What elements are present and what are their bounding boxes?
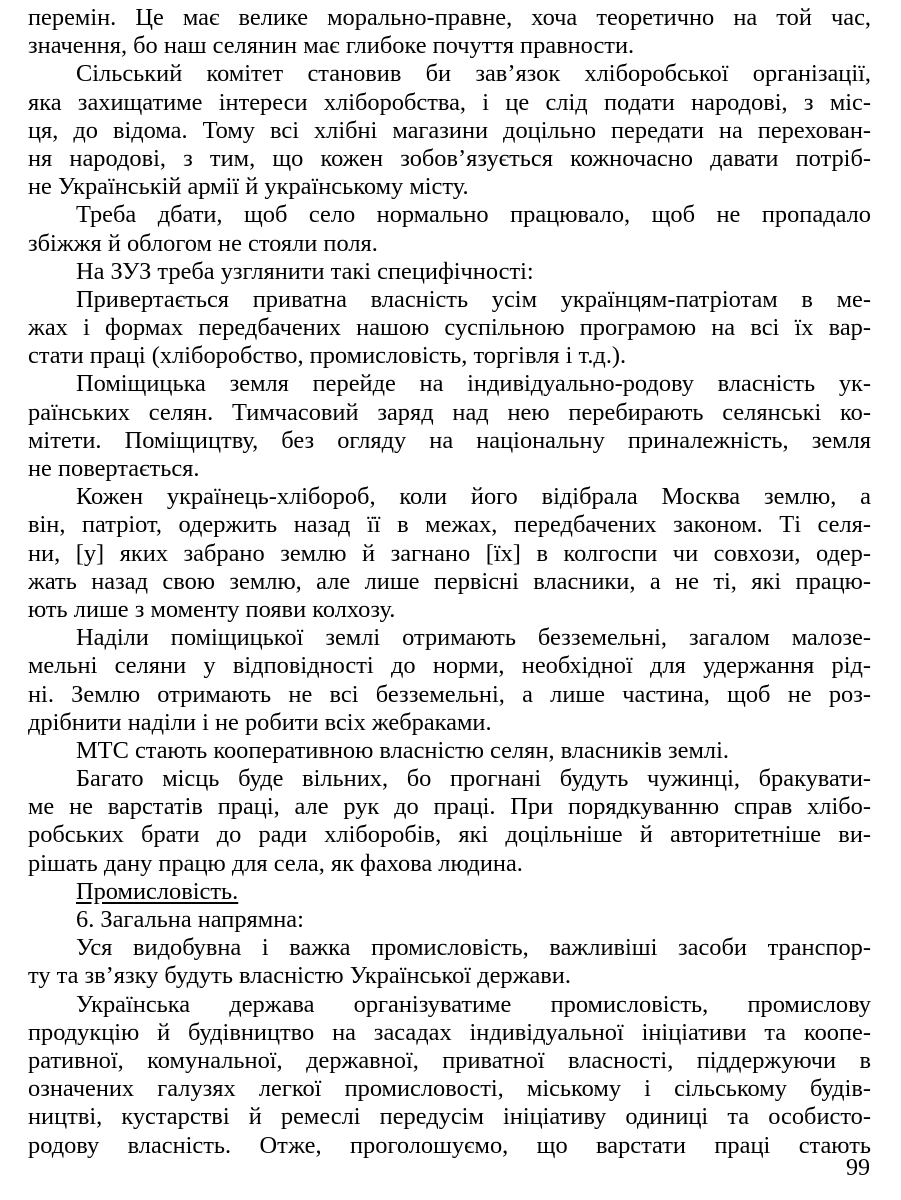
text-line: МТС стають кооперативною власністю селян, власників землі. [76, 736, 729, 764]
text-line: Поміщицька земля перейде на індивідуально-родову власність ук- [76, 370, 871, 398]
text-line: Багато місць буде вільних, бо прогнані будуть чужинці, бракувати- [76, 765, 871, 793]
text-line: стати праці (хліборобство, промисловість, торгівля і т.д.). [28, 342, 627, 370]
text-line: він, патріот, одержить назад її в межах, передбачених законом. Ті селя- [28, 511, 871, 539]
text-line: жать назад свою землю, але лише первісні власники, а не ті, які працю- [28, 567, 871, 595]
text-line: Сільський комітет становив би зав’язок хліборобської організації, [76, 60, 871, 88]
text-line: означених галузях легкої промисловості, міському і сільському будів- [28, 1075, 871, 1103]
text-line: На ЗУЗ треба узглянити такі специфічності: [76, 257, 534, 285]
text-line: Українська держава організуватиме промисловість, промислову [76, 990, 871, 1018]
text-line: Наділи поміщицької землі отримають безземельні, загалом малозе- [76, 624, 871, 652]
section-heading [28, 878, 871, 906]
text-line: ни, [у] яких забрано землю й загнано [їх] в колгоспи чи совхози, одер- [28, 539, 871, 567]
text-line: дрібнити наділи і не робити всіх жебраками. [28, 708, 492, 736]
text-line: Привертається приватна власність усім українцям-патріотам в ме- [76, 285, 871, 313]
text-line: значення, бо наш селянин має глибоке почуття правности. [28, 32, 635, 60]
text-line: мітети. Поміщицтву, без огляду на національну приналежність, земля [28, 426, 871, 454]
text-line: яка захищатиме інтереси хліборобства, і це слід подати народові, з міс- [28, 88, 871, 116]
text-line: ця, до відома. Тому всі хлібні магазини доцільно передати на перехован- [28, 116, 871, 144]
text-line: продукцію й будівництво на засадах індивідуальної ініціативи та коопе- [28, 1018, 871, 1046]
text-line: ють лише з моменту появи колхозу. [28, 595, 396, 623]
text-line: ме не варстатів праці, але рук до праці. При порядкуванню справ хлібо- [28, 793, 871, 821]
text-line: не повертається. [28, 455, 200, 482]
text-line: робських брати до ради хліборобів, які доцільніше й авторитетніше ви- [28, 821, 871, 849]
text-line: ту та зв’язку будуть власністю Української держави. [28, 962, 571, 990]
document-page [28, 4, 871, 1160]
text-line: ництві, кустарстві й ремеслі передусім ініціативу одиниці та особисто- [28, 1103, 871, 1131]
text-line: Треба дбати, щоб село нормально працювало, щоб не пропадало [76, 201, 871, 229]
text-line: родову власність. Отже, проголошуємо, що варстати праці стають [28, 1131, 871, 1159]
page-number: 99 [846, 1155, 870, 1181]
text-line: не Українській армії й українському місту. [28, 173, 469, 201]
text-line: рішать дану працю для села, як фахова людина. [28, 849, 523, 877]
text-line: перемін. Це має велике морально-правне, хоча теоретично на той час, [28, 4, 871, 31]
text-line: ні. Землю отримають не всі безземельні, а лише частина, щоб не роз- [28, 680, 871, 708]
text-line: мельні селяни у відповідності до норми, необхідної для удержання рід- [28, 652, 871, 680]
text-line: ративної, комунальної, державної, приватної власності, піддержуючи в [28, 1046, 871, 1074]
text-line: ня народові, з тим, що кожен зобов’язується кожночасно давати потріб- [28, 144, 871, 172]
section-heading-text: Промисловість. [76, 877, 239, 905]
text-line: збіжжя й облогом не стояли поля. [28, 229, 378, 257]
text-line: Уся видобувна і важка промисловість, важливіші засоби транспор- [76, 934, 871, 962]
text-line: Кожен українець-хлібороб, коли його відібрала Москва землю, а [76, 483, 871, 511]
text-line: 6. Загальна напрямна: [76, 906, 304, 933]
text-line: раїнських селян. Тимчасовий заряд над нею перебирають селянські ко- [28, 398, 871, 426]
text-line: жах і формах передбачених нашою суспільною програмою на всі їх вар- [28, 314, 871, 342]
